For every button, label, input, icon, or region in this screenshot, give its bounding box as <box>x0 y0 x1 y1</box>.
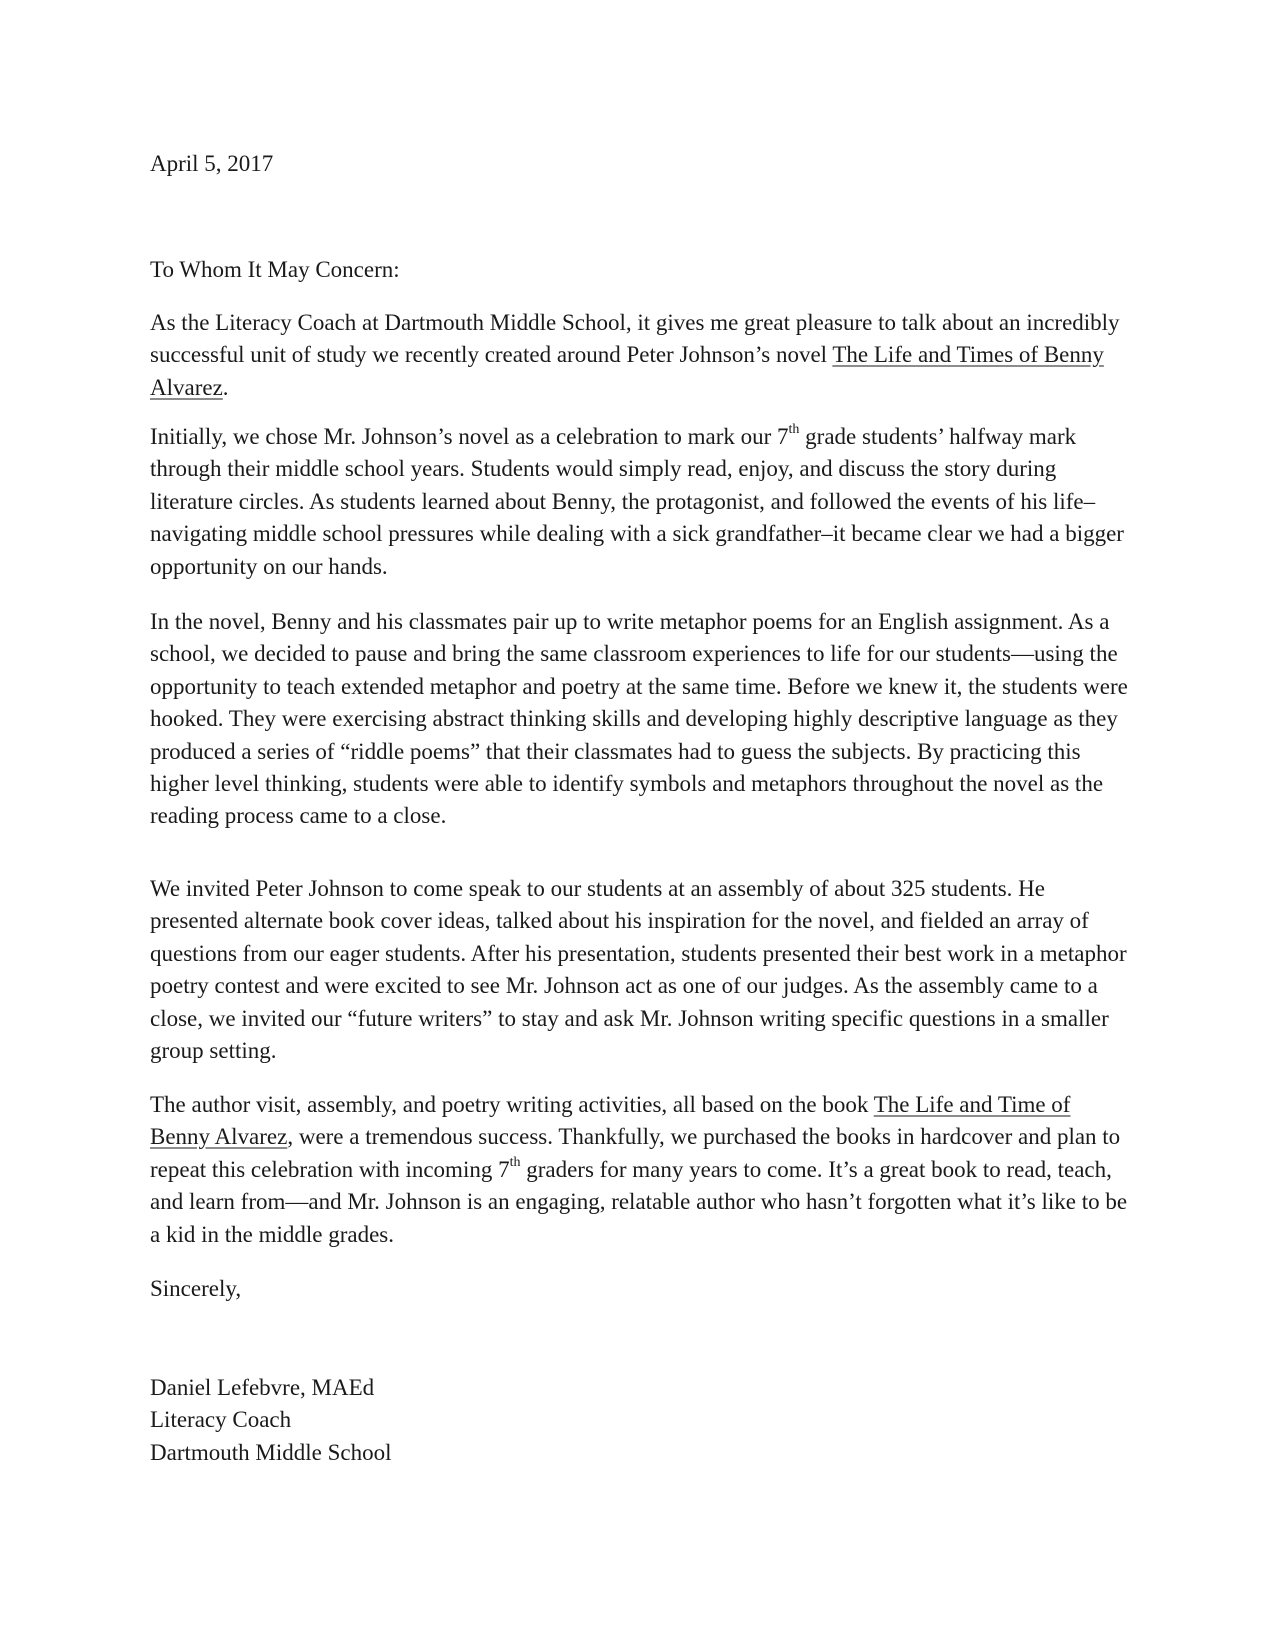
paragraph-intro <box>150 307 1130 404</box>
paragraph-conclusion-text-middle: , were a tremendous success. Thankfully, we purchased the books in hardcover and plan to repeat this celebration with incoming 7 <box>150 1124 1121 1182</box>
ordinal-suffix: th <box>788 422 800 438</box>
book-title: The Life and Times of Benny Alvarez <box>150 342 1104 400</box>
paragraph-intro-text: As the Literacy Coach at Dartmouth Middle School, it gives me great pleasure to talk about an incredibly successful unit of study we recently created around Peter Johnson’s novel <box>150 310 1120 368</box>
ordinal-suffix: th <box>509 1155 521 1171</box>
closing: Sincerely, <box>150 1276 242 1301</box>
paragraph-conclusion-text-start: The author visit, assembly, and poetry writing activities, all based on the book <box>150 1092 874 1117</box>
paragraph-background-text-end: grade students’ halfway mark through their middle school years. Students would simply read, enjoy, and discuss the story during literature circles. As students learned about Benny, the protagonist, and followed the events of his life–navigating middle school pressures while dealing with a sick grandfather–it became clear we had a bigger opportunity on our hands. <box>150 424 1124 579</box>
paragraph-background <box>150 421 1130 583</box>
salutation: To Whom It May Concern: <box>150 257 400 282</box>
paragraph-background-text-start: Initially, we chose Mr. Johnson’s novel as a celebration to mark our 7 <box>150 424 789 449</box>
paragraph-intro-end: . <box>222 374 229 400</box>
signer-organization: Dartmouth Middle School <box>150 1439 392 1465</box>
book-title: The Life and Time of Benny Alvarez <box>150 1092 1071 1150</box>
signer-name: Daniel Lefebvre, MAEd <box>150 1375 375 1400</box>
paragraph-metaphor-poems: In the novel, Benny and his classmates pair up to write metaphor poems for an English assignment. As a school, we decided to pause and bring the same classroom experiences to life for our students—using the opportunity to teach extended metaphor and poetry at the same time. Before we knew it, the students were hooked. They were exercising abstract thinking skills and developing highly descriptive language as they produced a series of “riddle poems” that their classmates had to guess the subjects. By practicing this higher level thinking, students were able to identify symbols and metaphors throughout the novel as the reading process came to a close. <box>150 609 1128 829</box>
paragraph-conclusion <box>150 1089 1130 1251</box>
paragraph-conclusion-text-end: graders for many years to come. It’s a great book to read, teach, and learn from—and Mr. Johnson is an engaging, relatable author who hasn’t forgotten what it’s like to be a kid in the middle grades. <box>150 1156 1128 1247</box>
signer-title: Literacy Coach <box>150 1407 292 1433</box>
paragraph-author-visit: We invited Peter Johnson to come speak to our students at an assembly of about 325 students. He presented alternate book cover ideas, talked about his inspiration for the novel, and fielded an array of questions from our eager students. After his presentation, students presented their best work in a metaphor poetry contest and were excited to see Mr. Johnson act as one of our judges. As the assembly came to a close, we invited our “future writers” to stay and ask Mr. Johnson writing specific questions in a smaller group setting. <box>150 876 1127 1064</box>
letter-date: April 5, 2017 <box>150 151 274 176</box>
signature-block <box>150 1372 1130 1469</box>
